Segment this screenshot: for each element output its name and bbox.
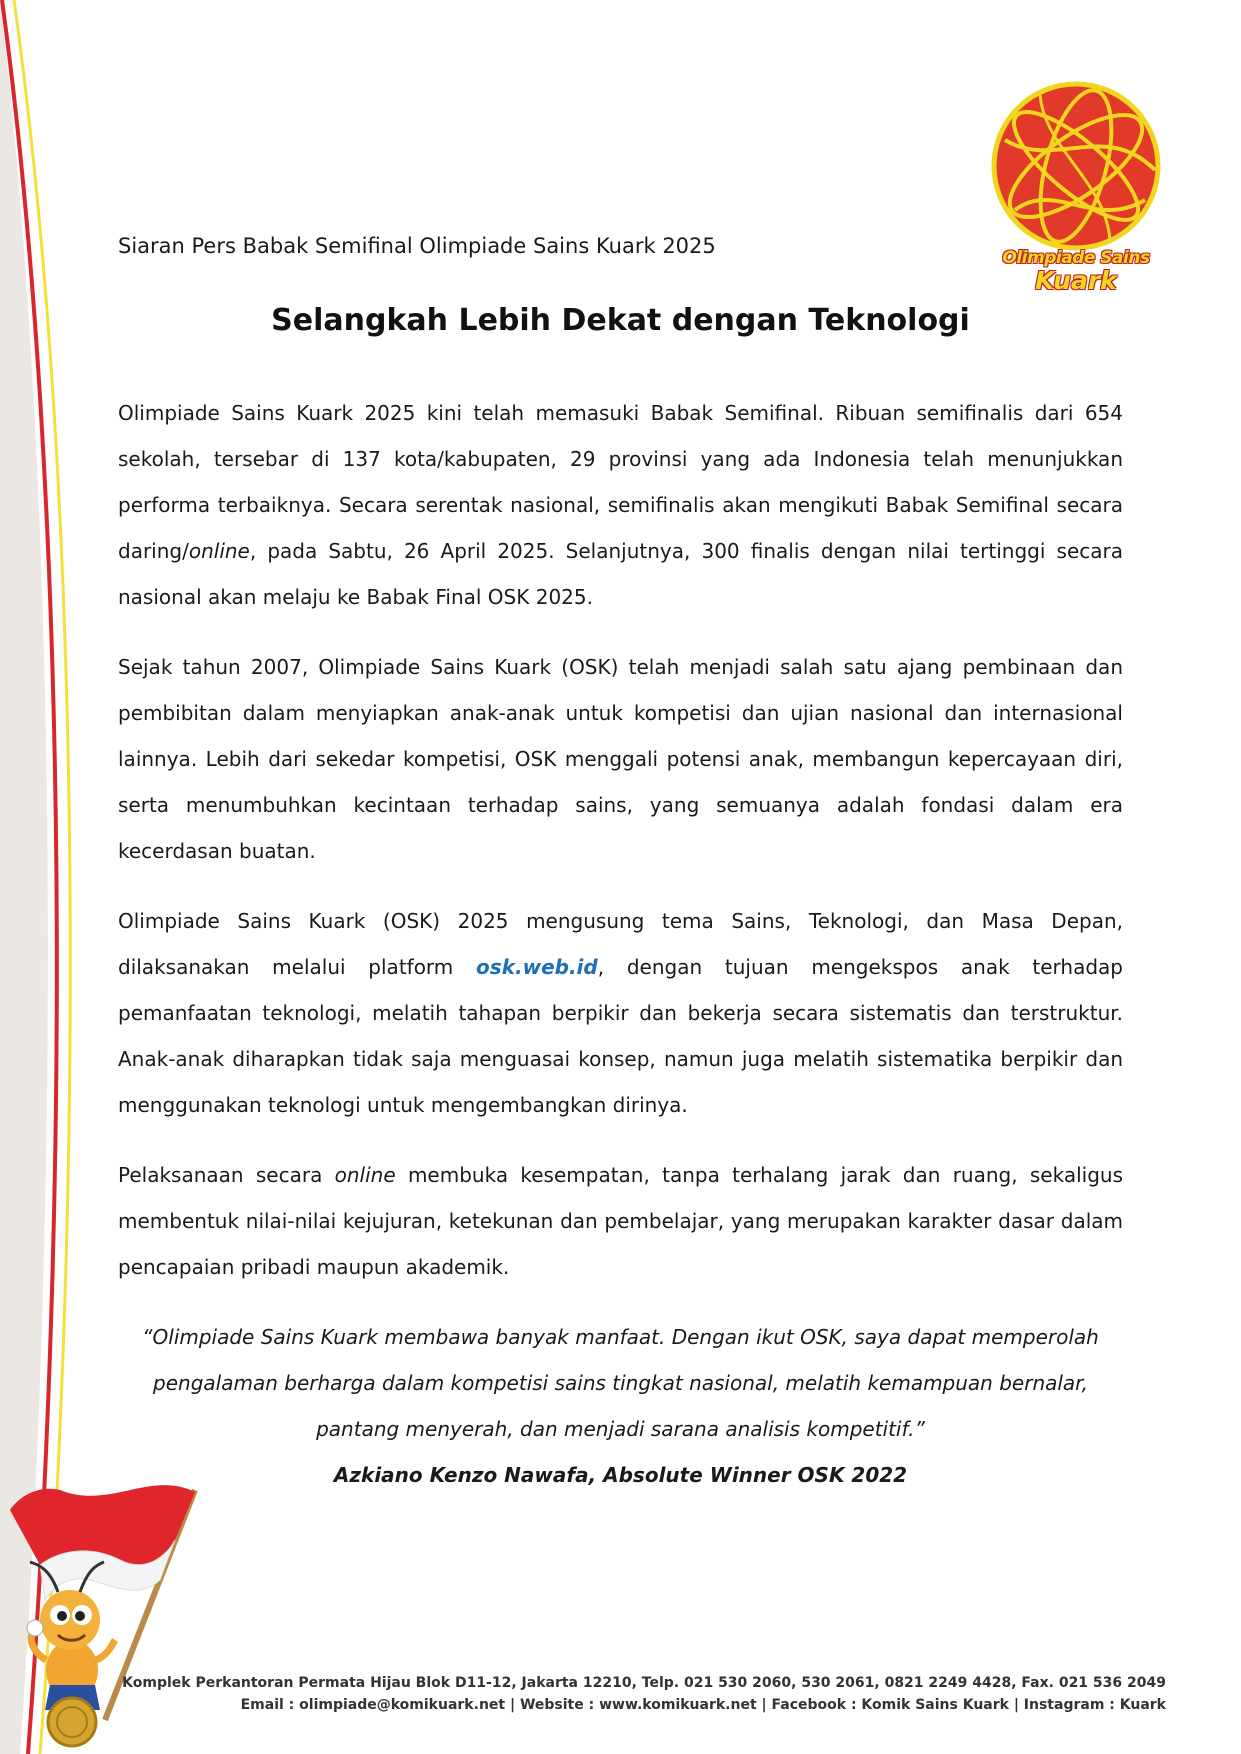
paragraph-2: Sejak tahun 2007, Olimpiade Sains Kuark (OSK) telah menjadi salah satu ajang pembinaan dan pembibitan dalam menyiapkan anak-anak untuk kompetisi dan ujian nasional dan internasional lainnya. Lebih dari sekedar kompetisi, OSK menggali potensi anak, membangun kepercayaan diri, serta menumbuhkan kecintaan terhadap sains, yang semuanya adalah fondasi dalam era kecerdasan buatan. xyxy=(118,655,1123,863)
platform-link[interactable]: osk.web.id xyxy=(476,955,598,979)
paragraph-1: Olimpiade Sains Kuark 2025 kini telah memasuki Babak Semifinal. Ribuan semifinalis dari 654 sekolah, tersebar di 137 kota/kabupaten, 29 provinsi yang ada Indonesia telah menunjukkan performa terbaiknya. Secara serentak nasional, semifinalis akan mengikuti Babak Semifinal secara daring/online, pada Sabtu, 26 April 2025. Selanjutnya, 300 finalis dengan nilai tertinggi secara nasional akan melaju ke Babak Final OSK 2025. xyxy=(118,401,1123,609)
testimonial-quote: “Olimpiade Sains Kuark membawa banyak manfaat. Dengan ikut OSK, saya dapat memperolah pengalaman berharga dalam kompetisi sains tingkat nasional, melatih kemampuan bernalar, pantang menyerah, dan menjadi sarana analisis kompetitif.” xyxy=(142,1325,1099,1441)
page-title: Selangkah Lebih Dekat dengan Teknologi xyxy=(271,303,970,338)
globe-icon xyxy=(985,80,1167,252)
paragraph-3: Olimpiade Sains Kuark (OSK) 2025 mengusung tema Sains, Teknologi, dan Masa Depan, dilaksanakan melalui platform osk.web.id, dengan tujuan mengekspos anak terhadap pemanfaatan teknologi, melatih tahapan berpikir dan bekerja secara sistematis dan terstruktur. Anak-anak diharapkan tidak saja menguasai konsep, namun juga melatih sistematika berpikir dan menggunakan teknologi untuk mengembangkan dirinya. xyxy=(118,909,1124,1117)
testimonial-author: Azkiano Kenzo Nawafa, Absolute Winner OSK 2022 xyxy=(333,1463,908,1487)
article-body xyxy=(118,390,1123,1498)
footer-contact xyxy=(122,1672,1166,1716)
logo-text-line2: Kuark xyxy=(1035,266,1117,295)
logo-text-line1: Olimpiade Sains xyxy=(1002,248,1150,268)
osk-logo xyxy=(985,80,1167,300)
press-release-subtitle: Siaran Pers Babak Semifinal Olimpiade Sains Kuark 2025 xyxy=(118,234,716,258)
footer-address: Komplek Perkantoran Permata Hijau Blok D11-12, Jakarta 12210, Telp. 021 530 2060, 530 2061, 0821 2249 4428, Fax. 021 536 2049 xyxy=(122,1675,1166,1691)
paragraph-4: Pelaksanaan secara online membuka kesempatan, tanpa terhalang jarak dan ruang, sekaligus membentuk nilai-nilai kejujuran, ketekunan dan pembelajar, yang merupakan karakter dasar dalam pencapaian pribadi maupun akademik. xyxy=(118,1163,1123,1279)
footer-contacts: Email : olimpiade@komikuark.net | Website : www.komikuark.net | Facebook : Komik Sains Kuark | Instagram : Kuark xyxy=(240,1697,1166,1713)
